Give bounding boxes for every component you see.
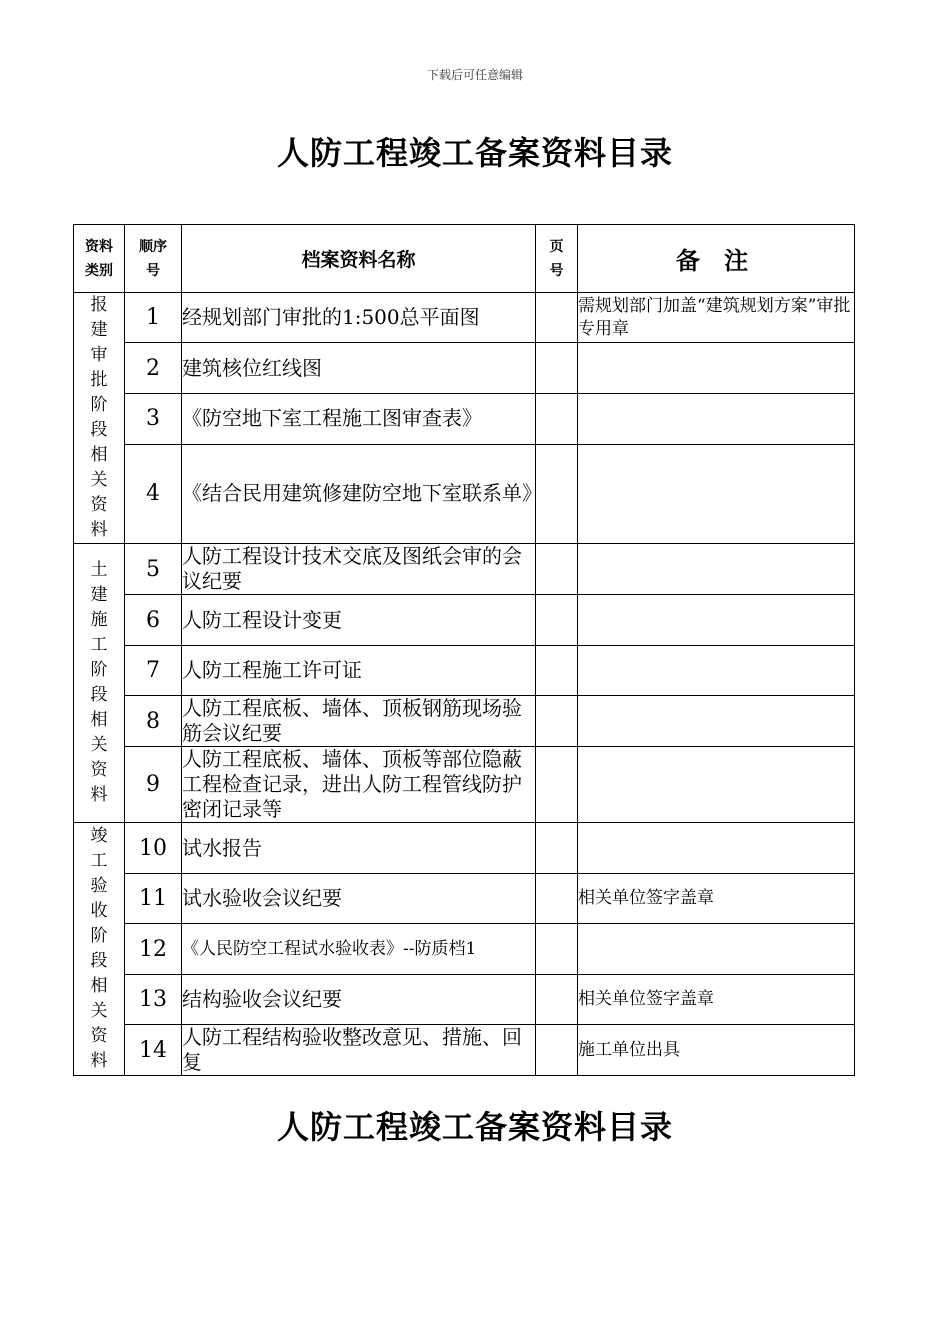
note-cell: 相关单位签字盖章 <box>578 874 855 924</box>
page-cell <box>536 924 578 975</box>
document-title-repeat: 人防工程竣工备案资料目录 <box>276 1108 673 1146</box>
name-cell: 《人民防空工程试水验收表》--防质档1 <box>182 924 536 975</box>
note-cell: 施工单位出具 <box>578 1025 855 1076</box>
table-row <box>74 646 855 696</box>
table-row <box>74 544 855 595</box>
page-cell <box>536 975 578 1025</box>
table-row <box>74 394 855 444</box>
seq-cell: 10 <box>125 823 182 874</box>
seq-cell: 5 <box>125 544 182 595</box>
header-note-column: 备 注 <box>578 225 855 293</box>
page-cell <box>536 293 578 343</box>
name-cell: 人防工程设计技术交底及图纸会审的会议纪要 <box>182 544 536 595</box>
page-cell <box>536 1025 578 1076</box>
name-cell: 《结合民用建筑修建防空地下室联系单》 <box>182 444 536 543</box>
seq-cell: 8 <box>125 696 182 747</box>
header-note: 下载后可任意编辑 <box>426 68 523 82</box>
category-cell: 竣 工 验 收 阶 段 相 关 资 料 <box>74 823 125 1076</box>
table-row <box>74 696 855 747</box>
page-cell <box>536 394 578 444</box>
note-cell <box>578 343 855 394</box>
name-cell: 建筑核位红线图 <box>182 343 536 394</box>
note-cell <box>578 823 855 874</box>
table-row <box>74 444 855 543</box>
note-cell <box>578 394 855 444</box>
seq-cell: 13 <box>125 975 182 1025</box>
page-cell <box>536 544 578 595</box>
table-row <box>74 293 855 343</box>
seq-cell: 11 <box>125 874 182 924</box>
table-row <box>74 874 855 924</box>
header-name: 档案资料名称 <box>182 225 536 293</box>
page-cell <box>536 747 578 823</box>
note-cell: 需规划部门加盖“建筑规划方案”审批专用章 <box>578 293 855 343</box>
note-cell <box>578 747 855 823</box>
table-row <box>74 924 855 975</box>
seq-cell: 1 <box>125 293 182 343</box>
header-seq: 顺序 号 <box>125 225 182 293</box>
table-row <box>74 343 855 394</box>
page-cell <box>536 646 578 696</box>
name-cell: 人防工程施工许可证 <box>182 646 536 696</box>
seq-cell: 3 <box>125 394 182 444</box>
category-cell: 土 建 施 工 阶 段 相 关 资 料 <box>74 544 125 823</box>
seq-cell: 6 <box>125 595 182 646</box>
name-cell: 人防工程底板、墙体、顶板等部位隐蔽工程检查记录，进出人防工程管线防护密闭记录等 <box>182 747 536 823</box>
note-cell <box>578 924 855 975</box>
note-cell <box>578 444 855 543</box>
table-row <box>74 1025 855 1076</box>
page-cell <box>536 874 578 924</box>
seq-cell: 14 <box>125 1025 182 1076</box>
note-cell <box>578 544 855 595</box>
seq-cell: 9 <box>125 747 182 823</box>
page-cell <box>536 823 578 874</box>
name-cell: 经规划部门审批的1:500总平面图 <box>182 293 536 343</box>
catalog-table <box>73 224 855 1076</box>
seq-cell: 4 <box>125 444 182 543</box>
header-row <box>74 225 855 293</box>
table-row <box>74 823 855 874</box>
seq-cell: 12 <box>125 924 182 975</box>
name-cell: 试水报告 <box>182 823 536 874</box>
note-cell <box>578 696 855 747</box>
name-cell: 人防工程底板、墙体、顶板钢筋现场验筋会议纪要 <box>182 696 536 747</box>
table-row <box>74 595 855 646</box>
seq-cell: 2 <box>125 343 182 394</box>
name-cell: 人防工程结构验收整改意见、措施、回复 <box>182 1025 536 1076</box>
table-row <box>74 975 855 1025</box>
header-page: 页 号 <box>536 225 578 293</box>
seq-cell: 7 <box>125 646 182 696</box>
header-category: 资料 类别 <box>74 225 125 293</box>
note-cell: 相关单位签字盖章 <box>578 975 855 1025</box>
page-cell <box>536 696 578 747</box>
name-cell: 结构验收会议纪要 <box>182 975 536 1025</box>
note-cell <box>578 595 855 646</box>
page-cell <box>536 595 578 646</box>
table-row <box>74 747 855 823</box>
category-cell: 报 建 审 批 阶 段 相 关 资 料 <box>74 293 125 544</box>
name-cell: 试水验收会议纪要 <box>182 874 536 924</box>
note-cell <box>578 646 855 696</box>
document-title: 人防工程竣工备案资料目录 <box>276 134 673 172</box>
page-cell <box>536 343 578 394</box>
name-cell: 《防空地下室工程施工图审查表》 <box>182 394 536 444</box>
name-cell: 人防工程设计变更 <box>182 595 536 646</box>
